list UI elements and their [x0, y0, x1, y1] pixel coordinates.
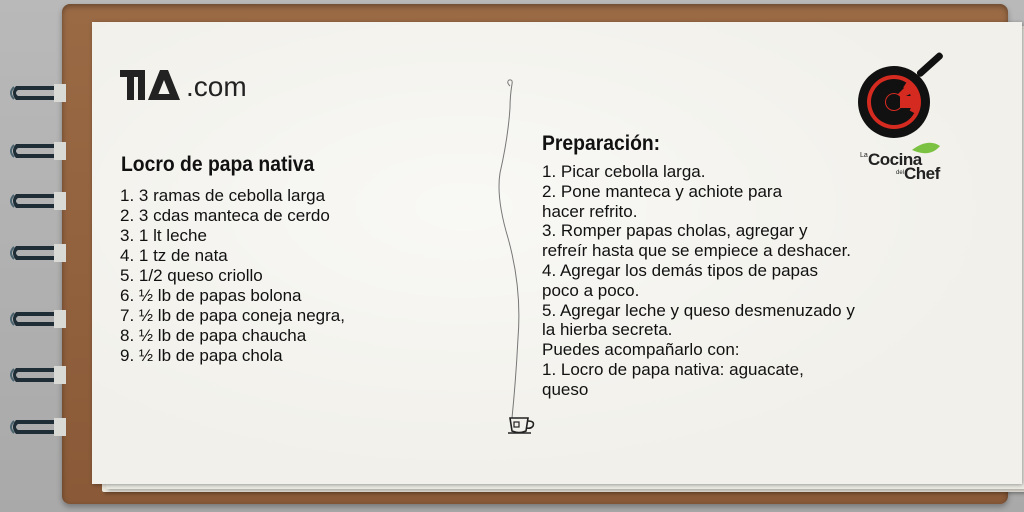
list-item: 5. 1/2 queso criollo	[120, 266, 263, 285]
tea-bag-string-divider	[494, 78, 534, 438]
list-item: 7. ½ lb de papa coneja negra,	[120, 306, 345, 325]
spiral-ring-icon	[8, 138, 66, 164]
list-item: poco a poco.	[542, 280, 640, 300]
tea-cup-icon	[507, 414, 537, 436]
preparation-title: Preparación:	[542, 132, 661, 155]
spiral-ring-icon	[8, 188, 66, 214]
brand-cocina: Cocina	[868, 150, 922, 169]
list-item: 3. Romper papas cholas, agregar y	[542, 221, 808, 241]
ingredients-list	[120, 186, 345, 366]
spiral-ring-icon	[8, 362, 66, 388]
list-item: Puedes acompañarlo con:	[542, 340, 740, 360]
brand-del: del	[896, 170, 905, 176]
list-item: 5. Agregar leche y queso desmenuzado y	[542, 300, 855, 320]
list-item: 9. ½ lb de papa chola	[120, 346, 283, 365]
list-item: 8. ½ lb de papa chaucha	[120, 326, 307, 345]
brand-la: La	[860, 152, 868, 159]
list-item: 2. 3 cdas manteca de cerdo	[120, 206, 330, 225]
list-item: 6. ½ lb de papas bolona	[120, 286, 302, 305]
brand-wordmark	[858, 150, 958, 190]
spiral-ring-icon	[8, 414, 66, 440]
site-logo[interactable]	[118, 66, 247, 102]
spiral-ring-icon	[8, 240, 66, 266]
list-item: refreír hasta que se empiece a deshacer.	[542, 241, 852, 261]
list-item: 4. Agregar los demás tipos de papas	[542, 260, 818, 280]
list-item: 1. Picar cebolla larga.	[542, 162, 706, 181]
telegrafo-logo-icon	[118, 68, 184, 102]
preparation-steps	[542, 162, 932, 400]
spiral-ring-icon	[8, 80, 66, 106]
list-item: queso	[542, 379, 589, 399]
list-item: 1. 3 ramas de cebolla larga	[120, 186, 326, 205]
brand-chef: Chef	[904, 164, 940, 183]
logo-domain: .com	[186, 71, 247, 102]
list-item: la hierba secreta.	[542, 320, 673, 340]
list-item: hacer refrito.	[542, 201, 638, 221]
list-item: 1. Locro de papa nativa: aguacate,	[542, 359, 804, 379]
list-item: 3. 1 lt leche	[120, 226, 207, 245]
recipe-title: Locro de papa nativa	[121, 153, 315, 176]
list-item: 4. 1 tz de nata	[120, 246, 228, 265]
spiral-ring-icon	[8, 306, 66, 332]
list-item: 2. Pone manteca y achiote para	[542, 181, 783, 201]
